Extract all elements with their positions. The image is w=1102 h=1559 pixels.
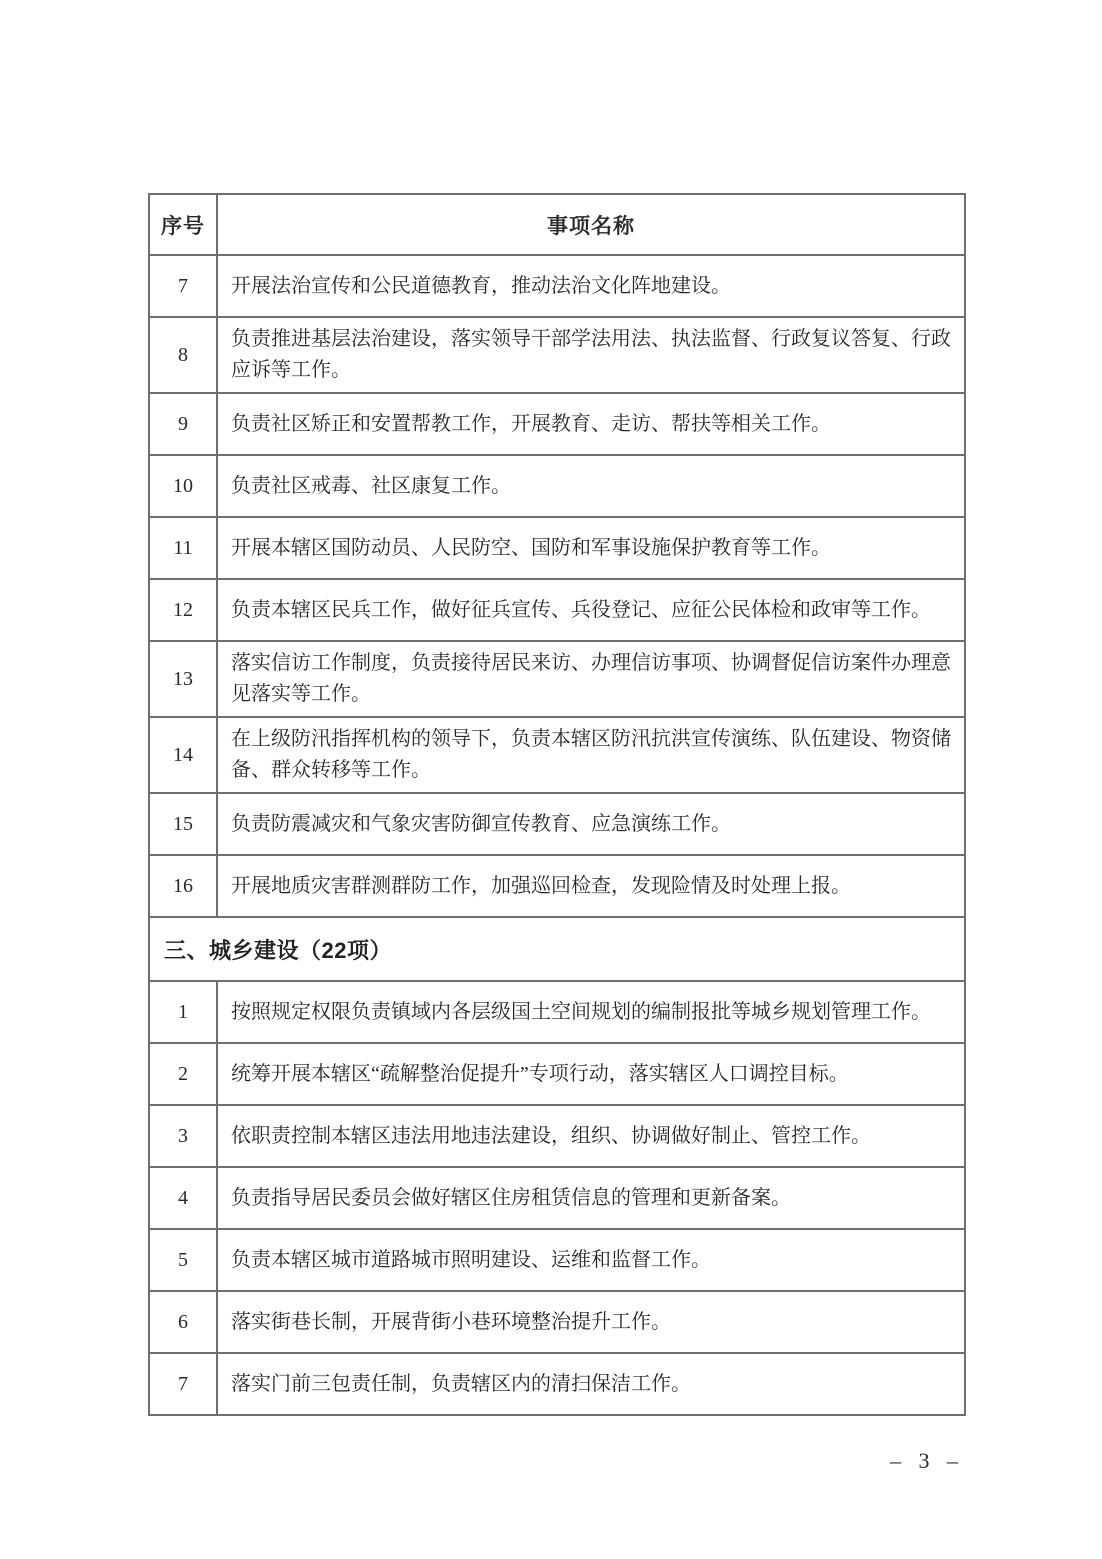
row-item-name: 开展法治宣传和公民道德教育，推动法治文化阵地建设。 (217, 255, 965, 317)
row-item-name: 负责指导居民委员会做好辖区住房租赁信息的管理和更新备案。 (217, 1167, 965, 1229)
row-item-name: 负责本辖区城市道路城市照明建设、运维和监督工作。 (217, 1229, 965, 1291)
table-body (149, 255, 965, 1415)
table-row (149, 1167, 965, 1229)
row-index: 2 (149, 1043, 217, 1105)
row-item-name: 落实信访工作制度，负责接待居民来访、办理信访事项、协调督促信访案件办理意见落实等工作。 (217, 641, 965, 717)
row-item-name: 负责社区矫正和安置帮教工作，开展教育、走访、帮扶等相关工作。 (217, 393, 965, 455)
table-row (149, 1353, 965, 1415)
table-row (149, 641, 965, 717)
table-row (149, 1105, 965, 1167)
page-number: – 3 – (890, 1448, 964, 1473)
row-index: 7 (149, 1353, 217, 1415)
row-index: 7 (149, 255, 217, 317)
row-item-name: 负责推进基层法治建设，落实领导干部学法用法、执法监督、行政复议答复、行政应诉等工作。 (217, 317, 965, 393)
row-item-name: 依职责控制本辖区违法用地违法建设，组织、协调做好制止、管控工作。 (217, 1105, 965, 1167)
table-row (149, 579, 965, 641)
row-item-name: 负责本辖区民兵工作，做好征兵宣传、兵役登记、应征公民体检和政审等工作。 (217, 579, 965, 641)
row-index: 11 (149, 517, 217, 579)
table-header-row (149, 194, 965, 255)
row-index: 15 (149, 793, 217, 855)
table-row (149, 1229, 965, 1291)
section-title: 三、城乡建设（22项） (149, 917, 965, 981)
row-item-name: 落实门前三包责任制，负责辖区内的清扫保洁工作。 (217, 1353, 965, 1415)
row-index: 3 (149, 1105, 217, 1167)
table-row (149, 793, 965, 855)
row-index: 1 (149, 981, 217, 1043)
row-index: 13 (149, 641, 217, 717)
row-item-name: 统筹开展本辖区“疏解整治促提升”专项行动，落实辖区人口调控目标。 (217, 1043, 965, 1105)
table-row (149, 1291, 965, 1353)
row-index: 8 (149, 317, 217, 393)
table-row (149, 981, 965, 1043)
row-item-name: 负责防震减灾和气象灾害防御宣传教育、应急演练工作。 (217, 793, 965, 855)
row-item-name: 开展地质灾害群测群防工作，加强巡回检查，发现险情及时处理上报。 (217, 855, 965, 917)
row-item-name: 开展本辖区国防动员、人民防空、国防和军事设施保护教育等工作。 (217, 517, 965, 579)
row-index: 9 (149, 393, 217, 455)
table-row (149, 455, 965, 517)
table-row (149, 855, 965, 917)
row-index: 6 (149, 1291, 217, 1353)
row-item-name: 按照规定权限负责镇域内各层级国土空间规划的编制报批等城乡规划管理工作。 (217, 981, 965, 1043)
table-row (149, 517, 965, 579)
row-index: 16 (149, 855, 217, 917)
row-index: 12 (149, 579, 217, 641)
table-row (149, 255, 965, 317)
row-item-name: 落实街巷长制，开展背街小巷环境整治提升工作。 (217, 1291, 965, 1353)
row-index: 4 (149, 1167, 217, 1229)
row-item-name: 负责社区戒毒、社区康复工作。 (217, 455, 965, 517)
row-index: 10 (149, 455, 217, 517)
table-row (149, 1043, 965, 1105)
table-row (149, 317, 965, 393)
column-header-index: 序号 (149, 194, 217, 255)
table-row (149, 717, 965, 793)
column-header-item-name: 事项名称 (217, 194, 965, 255)
row-index: 14 (149, 717, 217, 793)
table-row (149, 393, 965, 455)
row-index: 5 (149, 1229, 217, 1291)
section-header-row (149, 917, 965, 981)
row-item-name: 在上级防汛指挥机构的领导下，负责本辖区防汛抗洪宣传演练、队伍建设、物资储备、群众转移等工作。 (217, 717, 965, 793)
responsibility-items-table (148, 193, 966, 1416)
